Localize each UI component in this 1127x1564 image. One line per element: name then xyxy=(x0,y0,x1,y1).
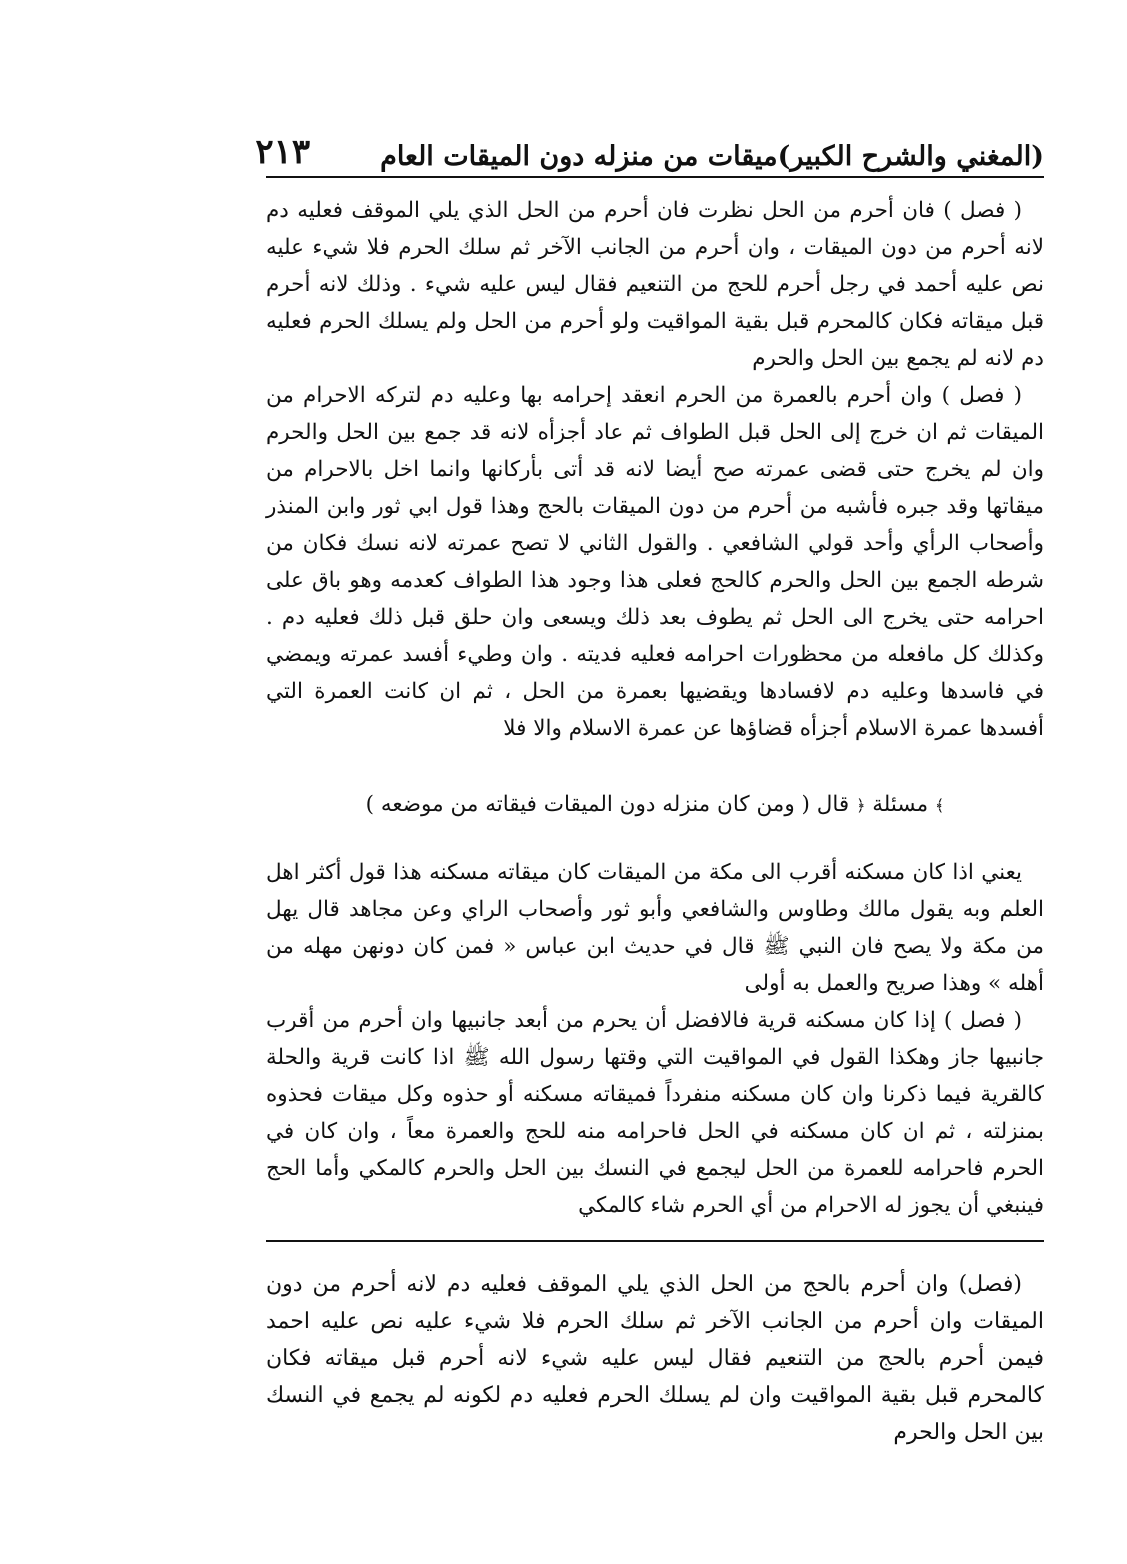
sharh-commentary xyxy=(266,1266,1044,1451)
masala-text: قال ( ومن كان منزله دون الميقات فيقاته من موضعه ) xyxy=(365,792,850,817)
chapter-title: ميقات من منزله دون الميقات العام xyxy=(380,141,778,172)
paragraph-sharh: (فصل) وان أحرم بالحج من الحل الذي يلي الموقف فعليه دم لانه أحرم من دون الميقات وان أحرم من الجانب الآخر ثم سلك الحرم فلا شيء عليه نص عليه احمد فيمن أحرم بالحج من التنعيم فقال ليس عليه شيء لانه أحرم قبل ميقاته فكان كالمحرم قبل بقية المواقيت وان لم يسلك الحرم فعليه دم لكونه لم يجمع في النسك بين الحل والحرم xyxy=(266,1272,1044,1445)
paragraph-explanation: يعني اذا كان مسكنه أقرب الى مكة من الميقات كان ميقاته مسكنه هذا قول أكثر اهل العلم وبه يقول مالك وطاوس والشافعي وأبو ثور وأصحاب الراي وعن مجاهد قال يهل من مكة ولا يصح فان النبي ﷺ قال في حديث ابن عباس « فمن كان دونهن مهله من أهله » وهذا صريح والعمل به أولى xyxy=(266,860,1044,996)
paragraph-fasl-umrah-haram: ( فصل ) وان أحرم بالعمرة من الحرم انعقد إحرامه بها وعليه دم لتركه الاحرام من الميقات ثم ان خرج إلى الحل قبل الطواف ثم عاد أجزأه لانه قد جمع بين الحل والحرم وان لم يخرج حتى قضى عمرته صح أيضا لانه قد أتى بأركانها وانما اخل بالاحرام من ميقاتها وقد جبره فأشبه من أحرم من دون الميقات بالحج وهذا قول ابي ثور وابن المنذر وأصحاب الرأي وأحد قولي الشافعي . والقول الثاني لا تصح عمرته لانه نسك فكان من شرطه الجمع بين الحل والحرم كالحج فعلى هذا وجود هذا الطواف كعدمه وهو باق على احرامه حتى يخرج الى الحل ثم يطوف بعد ذلك ويسعى وان حلق قبل ذلك فعليه دم . وكذلك كل مافعله من محظورات احرامه فعليه فديته . وان وطيء أفسد عمرته ويمضي في فاسدها وعليه دم لافسادها ويقضيها بعمرة من الحل ، ثم ان كانت العمرة التي أفسدها عمرة الاسلام أجزأه قضاؤها عن عمرة الاسلام والا فلا xyxy=(266,383,1044,741)
ornament-left: ﴾ xyxy=(934,796,945,815)
masala-heading xyxy=(266,787,1044,824)
book-page xyxy=(255,118,1044,1451)
running-header xyxy=(255,118,1044,178)
paragraph-fasl-village: ( فصل ) إذا كان مسكنه قرية فالافضل أن يحرم من أبعد جانبيها وان أحرم من أقرب جانبيها جاز وهكذا القول في المواقيت التي وقتها رسول الله ﷺ اذا كانت قرية والحلة كالقرية فيما ذكرنا وان كان مسكنه منفرداً فميقاته مسكنه أو حذوه وكل ميقات فحذوه بمنزلته ، ثم ان كان مسكنه في الحل فاحرامه منه للحج والعمرة معاً ، وان كان في الحرم فاحرامه للعمرة من الحل ليجمع في النسك بين الحل والحرم كالمكي وأما الحج فينبغي أن يجوز له الاحرام من أي الحرم شاء كالمكي xyxy=(266,1008,1044,1218)
footnote-divider xyxy=(266,1240,1044,1242)
ornament-right: ﴿ xyxy=(856,796,866,815)
book-title: (المغني والشرح الكبير) xyxy=(777,141,1044,172)
page-number: ٢١٣ xyxy=(255,132,311,172)
main-text xyxy=(266,192,1044,1224)
paragraph-fasl-ihram-hill: ( فصل ) فان أحرم من الحل نظرت فان أحرم من الحل الذي يلي الموقف فعليه دم لانه أحرم من دون الميقات ، وان أحرم من الجانب الآخر ثم سلك الحرم فلا شيء عليه نص عليه أحمد في رجل أحرم للحج من التنعيم فقال ليس عليه شيء . وذلك لانه أحرم قبل ميقاته فكان كالمحرم قبل بقية المواقيت ولو أحرم من الحل ولم يسلك الحرم فعليه دم لانه لم يجمع بين الحل والحرم xyxy=(266,198,1044,371)
masala-label: مسئلة xyxy=(872,792,929,817)
